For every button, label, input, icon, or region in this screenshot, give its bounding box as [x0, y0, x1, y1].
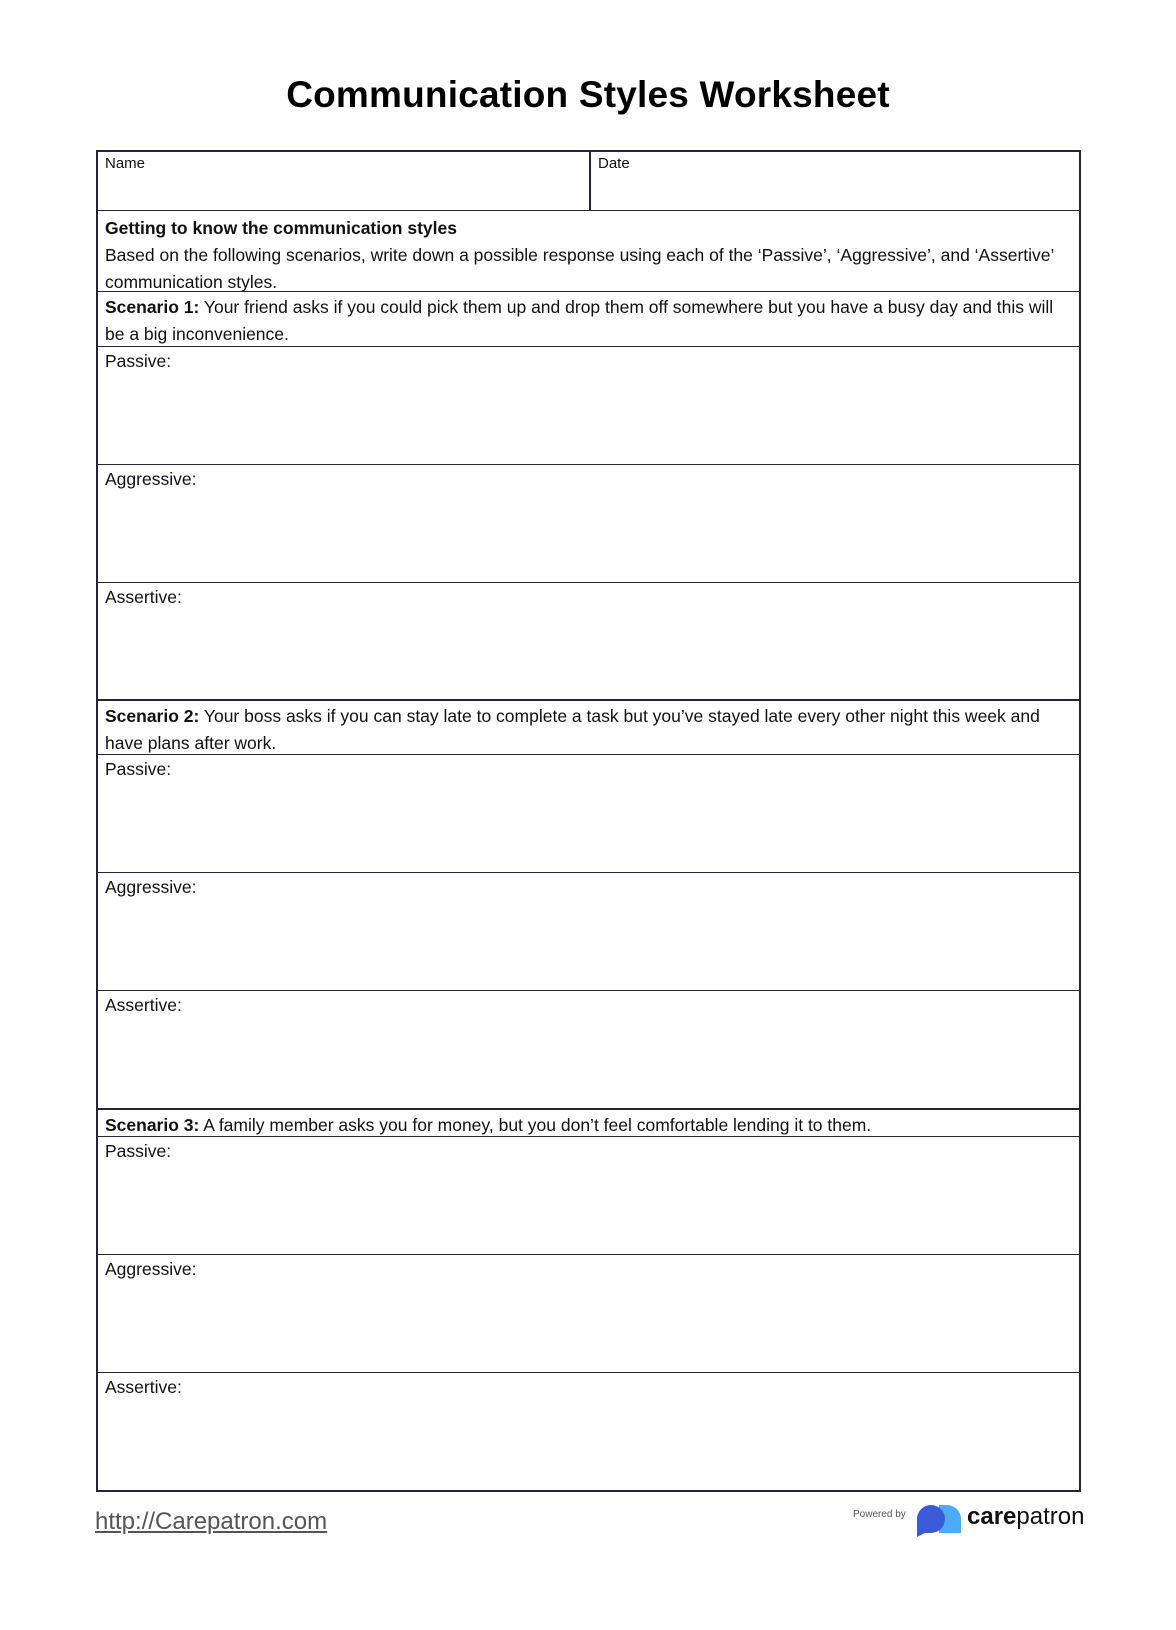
scenario-3-passive-field[interactable] [98, 1136, 1079, 1254]
scenario-1-assertive-field[interactable] [98, 582, 1079, 699]
response-label: Aggressive: [105, 1259, 197, 1279]
scenario-1-aggressive-field[interactable] [98, 464, 1079, 582]
page-title: Communication Styles Worksheet [286, 74, 890, 115]
worksheet-table [96, 150, 1081, 1492]
scenario-2-passive-field[interactable] [98, 754, 1079, 872]
scenario-3-assertive-field[interactable] [98, 1372, 1079, 1490]
scenario-2-prompt [98, 699, 1079, 754]
name-date-row [98, 152, 1079, 210]
response-label: Assertive: [105, 1377, 182, 1397]
scenario-1-prompt [98, 291, 1079, 346]
response-label: Aggressive: [105, 469, 197, 489]
scenario-text: Your boss asks if you can stay late to complete a task but you’ve stayed late every other night this week and have plans after work. [105, 706, 1040, 753]
scenario-label: Scenario 3: [105, 1115, 200, 1135]
date-label: Date [598, 155, 630, 172]
response-label: Assertive: [105, 995, 182, 1015]
scenario-label: Scenario 2: [105, 706, 200, 726]
intro-heading: Getting to know the communication styles [105, 218, 457, 238]
name-label: Name [105, 155, 146, 172]
scenario-1-passive-field[interactable] [98, 346, 1079, 464]
carepatron-logo-icon [917, 1503, 965, 1537]
date-field[interactable] [589, 152, 1079, 210]
brand-rest: patron [1016, 1503, 1085, 1530]
scenario-2-aggressive-field[interactable] [98, 872, 1079, 990]
scenario-label: Scenario 1: [105, 297, 200, 317]
scenario-3-aggressive-field[interactable] [98, 1254, 1079, 1372]
response-label: Passive: [105, 759, 172, 779]
intro-text: Based on the following scenarios, write down a possible response using each of the ‘Passive’, ‘Aggressive’, and ‘Assertive’ communication styles. [105, 245, 1054, 292]
intro-section [98, 210, 1079, 291]
name-field[interactable] [98, 152, 589, 210]
scenario-text: A family member asks you for money, but you don’t feel comfortable lending it to them. [199, 1115, 872, 1135]
response-label: Passive: [105, 1141, 172, 1161]
scenario-text: Your friend asks if you could pick them up and drop them off somewhere but you have a busy day and this will be a big inconvenience. [105, 297, 1054, 344]
response-label: Aggressive: [105, 877, 197, 897]
scenario-2-assertive-field[interactable] [98, 990, 1079, 1108]
response-label: Assertive: [105, 587, 182, 607]
brand-bold: care [967, 1503, 1017, 1530]
scenario-3-prompt [98, 1108, 1079, 1136]
powered-by-label: Powered by [853, 1509, 906, 1520]
carepatron-brand [967, 1503, 1084, 1531]
carepatron-link[interactable]: http://Carepatron.com [95, 1508, 328, 1535]
response-label: Passive: [105, 351, 172, 371]
